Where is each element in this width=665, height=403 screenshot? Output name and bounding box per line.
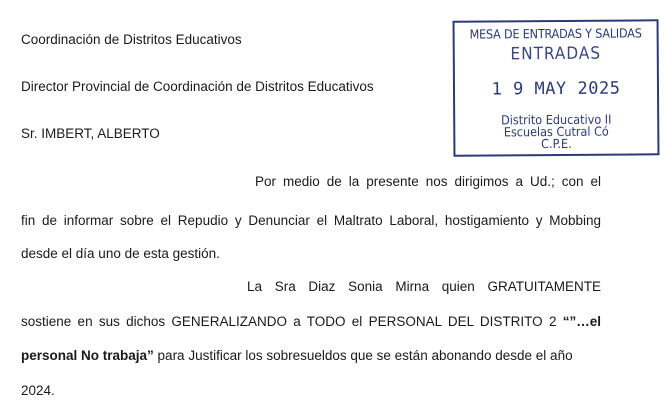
paragraph-1-line-2: fin de informar sobre el Repudio y Denunciar el Maltrato Laboral, hostigamiento y Mobbing bbox=[21, 213, 601, 228]
quoted-statement: personal No trabaja” bbox=[21, 348, 154, 363]
paragraph-2-line-4: 2024. bbox=[21, 383, 55, 398]
stamp-date: 1 9 MAY 2025 bbox=[491, 78, 621, 100]
paragraph-2-line-3: personal No trabaja” para Justificar los sobresueldos que se están abonando desde el año bbox=[21, 348, 573, 363]
stamp-district: Distrito Educativo II bbox=[500, 111, 612, 128]
paragraph-1-line-1: Por medio de la presente nos dirigimos a Ud.; con el bbox=[255, 174, 601, 189]
sender-org: Coordinación de Distritos Educativos bbox=[21, 32, 242, 47]
stamp-cpe: C.P.E. bbox=[541, 135, 572, 152]
recipient-name: Sr. IMBERT, ALBERTO bbox=[21, 126, 160, 141]
paragraph-1-line-3: desde el día uno de esta gestión. bbox=[21, 246, 220, 261]
recipient-position: Director Provincial de Coordinación de Distritos Educativos bbox=[21, 79, 374, 94]
paragraph-2-line-2: sostiene en sus dichos GENERALIZANDO a TODO el PERSONAL DEL DISTRITO 2 “”…el bbox=[21, 314, 601, 329]
paragraph-2-line-1: La Sra Diaz Sonia Mirna quien GRATUITAMENTE bbox=[247, 279, 601, 294]
reception-stamp bbox=[453, 19, 660, 156]
stamp-heading: MESA DE ENTRADAS Y SALIDAS bbox=[469, 25, 642, 42]
stamp-schools: Escuelas Cutral Có bbox=[503, 123, 609, 140]
stamp-label: ENTRADAS bbox=[510, 43, 602, 65]
